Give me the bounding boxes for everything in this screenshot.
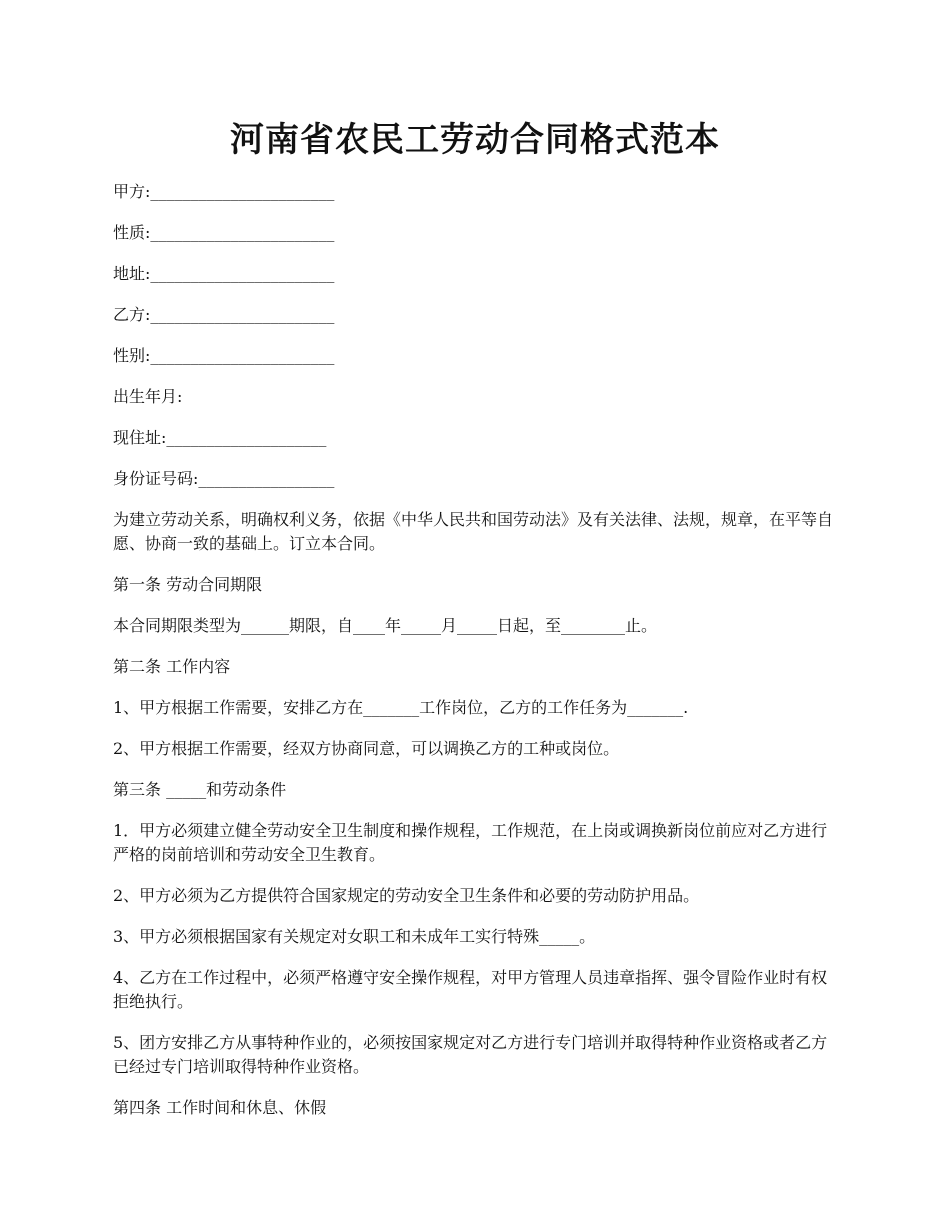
paragraph: 2、甲方根据工作需要，经双方协商同意，可以调换乙方的工种或岗位。 [113,739,620,758]
paragraph: 1．甲方必须建立健全劳动安全卫生制度和操作规程，工作规范，在上岗或调换新岗位前应对乙方进行严格的岗前培训和劳动安全卫生教育。 [113,821,828,864]
field-gender: 性别:_______________________ [113,346,335,365]
section-heading-2: 第二条 工作内容 [113,657,231,676]
paragraph: 本合同期限类型为______期限，自____年_____月_____日起，至________止。 [113,616,658,635]
field-id-number: 身份证号码:_________________ [113,469,335,488]
section-heading-4: 第四条 工作时间和休息、休假 [113,1098,327,1117]
document-title: 河南省农民工劳动合同格式范本 [230,120,720,160]
field-birth-date: 出生年月: [113,387,183,406]
field-nature: 性质:_______________________ [113,223,335,242]
paragraph: 4、乙方在工作过程中，必须严格遵守安全操作规程，对甲方管理人员违章指挥、强令冒险作业时有权拒绝执行。 [113,968,828,1011]
section-heading-3: 第三条 _____和劳动条件 [113,780,287,799]
field-address: 地址:_______________________ [113,264,335,283]
field-current-address: 现住址:____________________ [113,428,327,447]
section-heading-1: 第一条 劳动合同期限 [113,575,263,594]
paragraph: 2、甲方必须为乙方提供符合国家规定的劳动安全卫生条件和必要的劳动防护用品。 [113,886,700,905]
document-body [113,180,843,1137]
paragraph: 3、甲方必须根据国家有关规定对女职工和未成年工实行特殊_____。 [113,927,596,946]
paragraph: 5、团方安排乙方从事特种作业的，必须按国家规定对乙方进行专门培训并取得特种作业资格或者乙方已经过专门培训取得特种作业资格。 [113,1033,828,1076]
field-party-a: 甲方:_______________________ [113,182,335,201]
paragraph-preamble: 为建立劳动关系，明确权利义务，依据《中华人民共和国劳动法》及有关法律、法规，规章，在平等自愿、协商一致的基础上。订立本合同。 [113,510,834,553]
paragraph: 1、甲方根据工作需要，安排乙方在_______工作岗位，乙方的工作任务为_______. [113,698,689,717]
field-party-b: 乙方:_______________________ [113,305,335,324]
